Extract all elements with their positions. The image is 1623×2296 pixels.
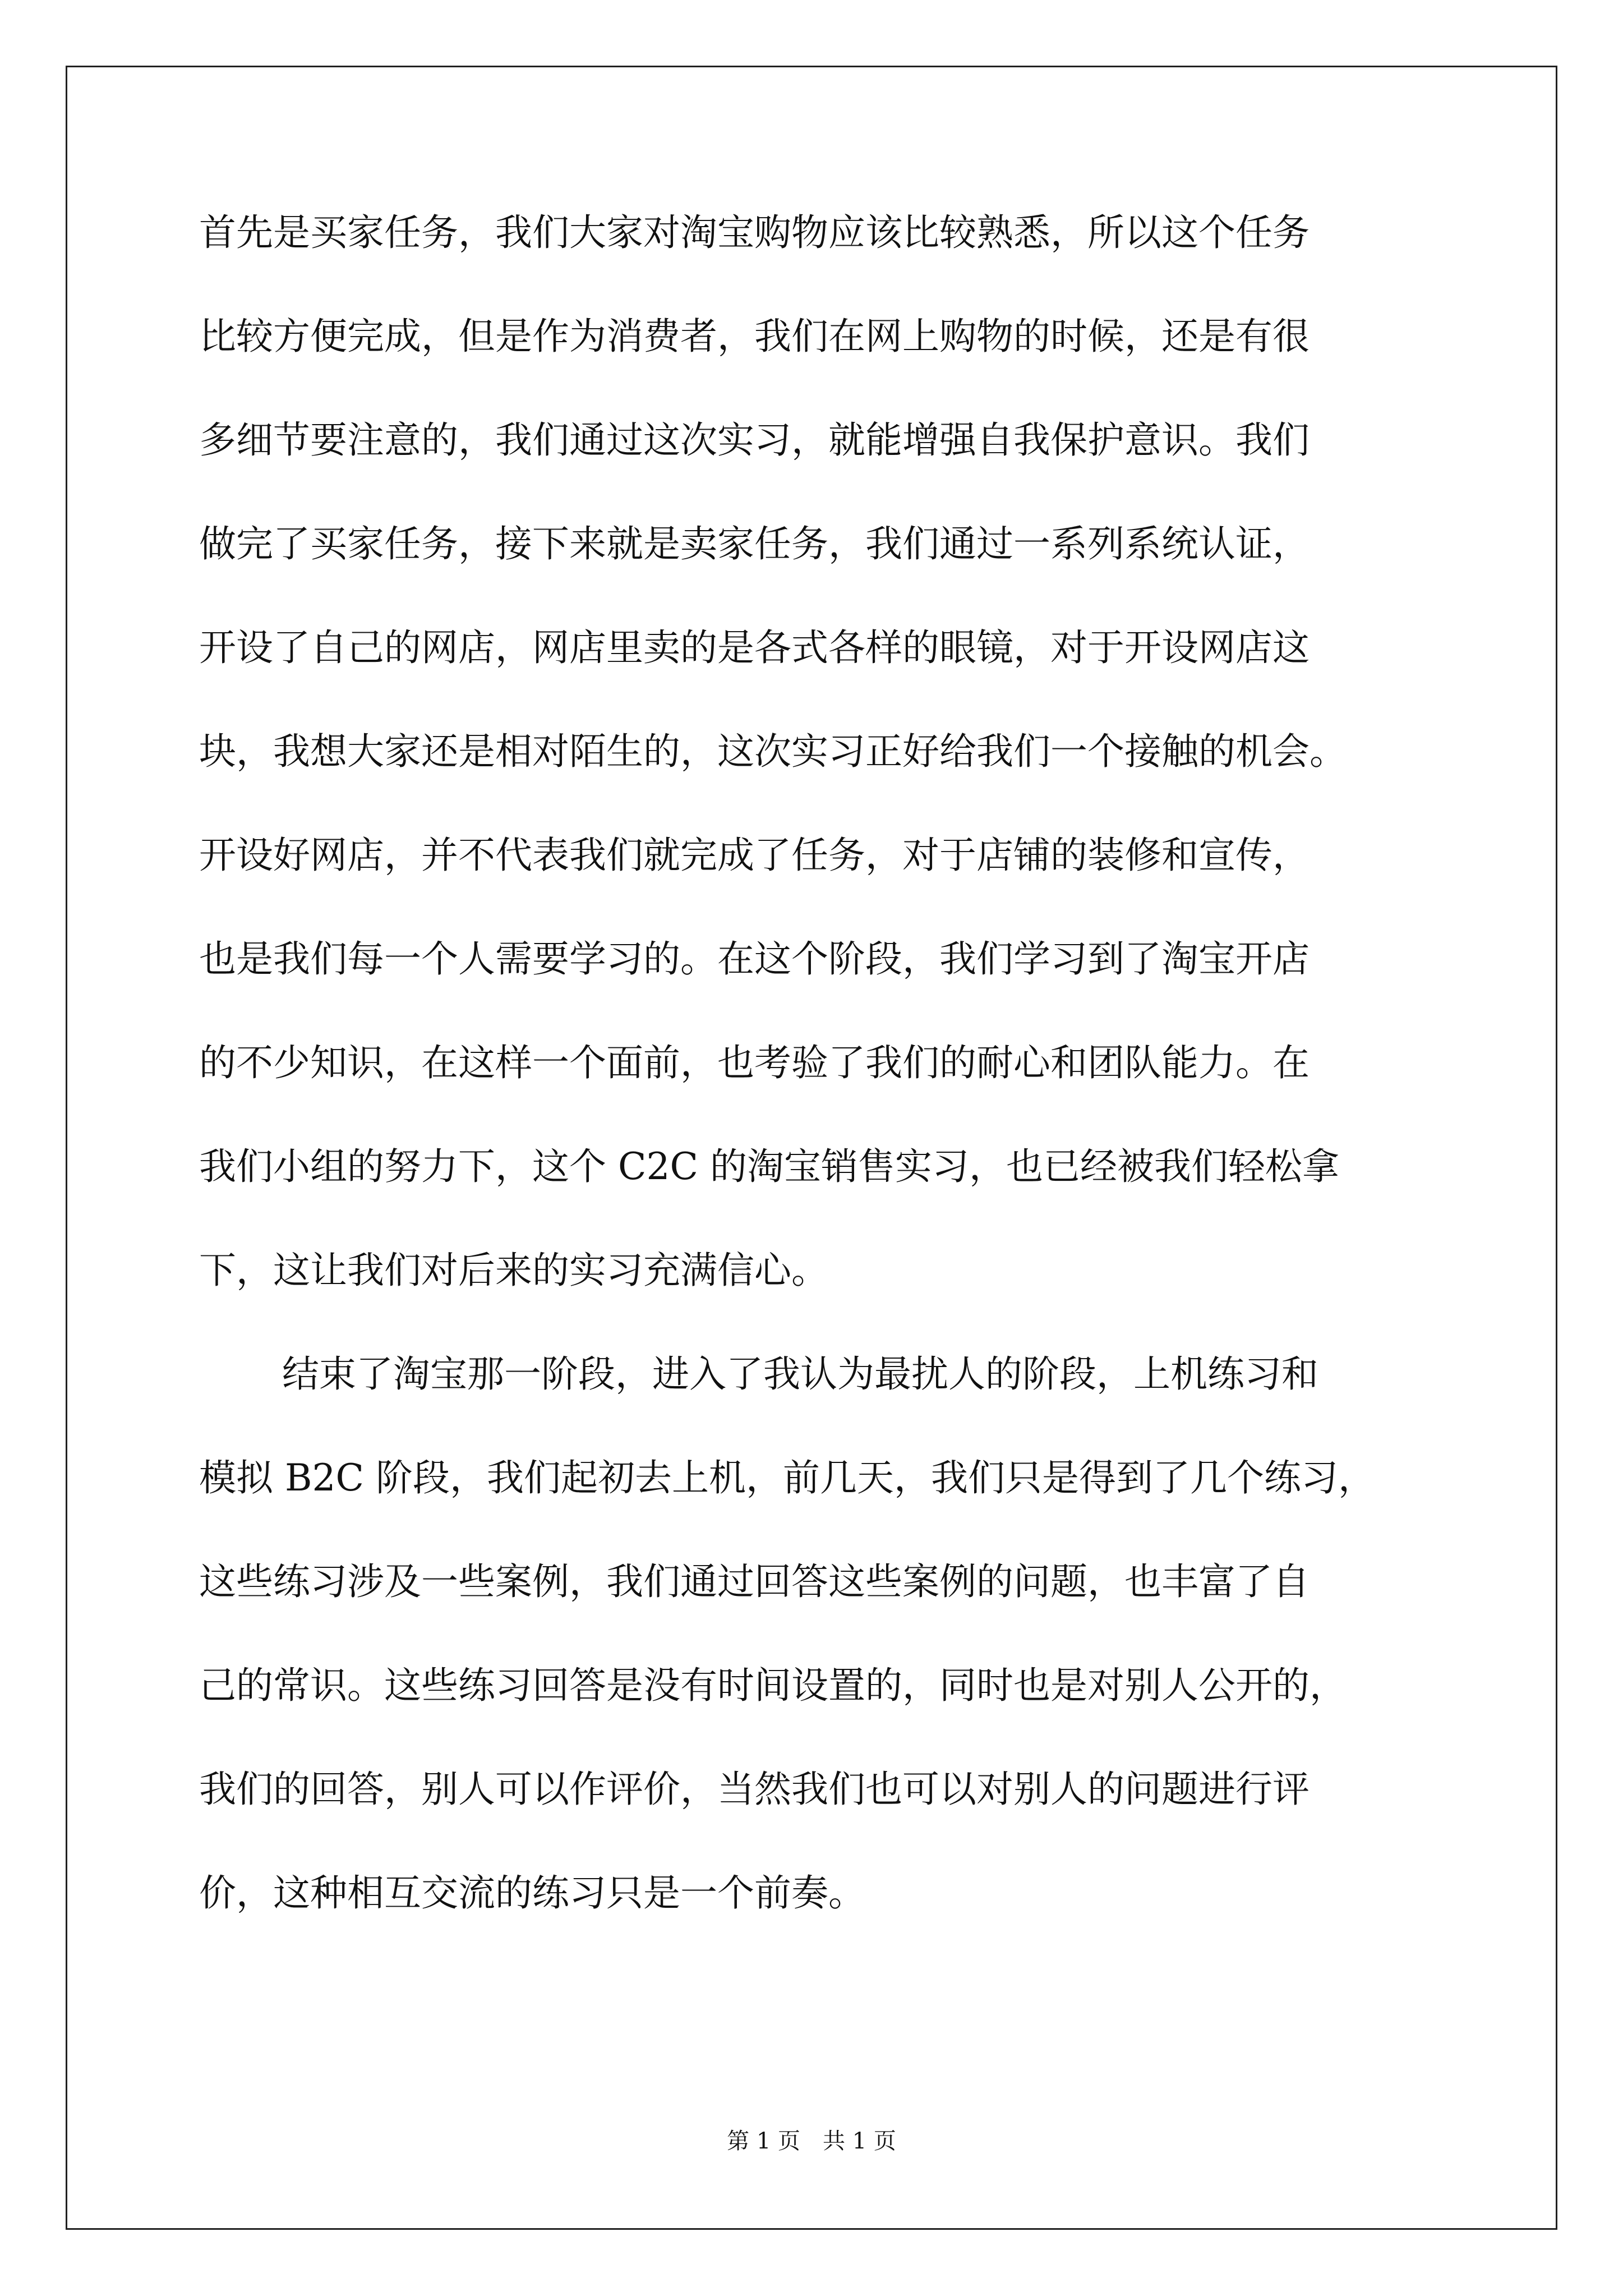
text-line: 多细节要注意的，我们通过这次实习，就能增强自我保护意识。我们 bbox=[199, 418, 1310, 462]
text-line: 比较方便完成，但是作为消费者，我们在网上购物的时候，还是有很 bbox=[199, 315, 1310, 358]
text-line: 这些练习涉及一些案例，我们通过回答这些案例的问题，也丰富了自 bbox=[199, 1560, 1310, 1603]
page-footer bbox=[0, 2123, 1623, 2155]
paragraph-2 bbox=[199, 1352, 1433, 1978]
text-line: 做完了买家任务，接下来就是卖家任务，我们通过一系列系统认证， bbox=[199, 522, 1310, 565]
text-line-indented: 结束了淘宝那一阶段，进入了我认为最扰人的阶段，上机练习和 bbox=[282, 1352, 1318, 1396]
document-body bbox=[199, 211, 1433, 1978]
text-line: 也是我们每一个人需要学习的。在这个阶段，我们学习到了淘宝开店 bbox=[199, 937, 1310, 981]
text-line: 块，我想大家还是相对陌生的，这次实习正好给我们一个接触的机会。 bbox=[199, 730, 1347, 773]
text-line: 开设好网店，并不代表我们就完成了任务，对于店铺的装修和宣传， bbox=[199, 834, 1310, 877]
page-total: 共 1 页 bbox=[823, 2128, 896, 2154]
text-line: 下，这让我们对后来的实习充满信心。 bbox=[199, 1249, 828, 1292]
text-line: 的不少知识，在这样一个面前，也考验了我们的耐心和团队能力。在 bbox=[199, 1041, 1310, 1084]
text-line: 首先是买家任务，我们大家对淘宝购物应该比较熟悉，所以这个任务 bbox=[199, 211, 1310, 254]
paragraph-1 bbox=[199, 211, 1433, 1356]
page-number: 第 1 页 bbox=[727, 2128, 800, 2154]
text-line: 我们的回答，别人可以作评价，当然我们也可以对别人的问题进行评 bbox=[199, 1768, 1310, 1811]
text-line: 我们小组的努力下，这个 C2C 的淘宝销售实习，也已经被我们轻松拿 bbox=[199, 1145, 1339, 1188]
text-line: 模拟 B2C 阶段，我们起初去上机，前几天，我们只是得到了几个练习， bbox=[199, 1456, 1375, 1499]
text-line: 己的常识。这些练习回答是没有时间设置的，同时也是对别人公开的， bbox=[199, 1664, 1347, 1707]
text-line: 价，这种相互交流的练习只是一个前奏。 bbox=[199, 1871, 865, 1915]
text-line: 开设了自己的网店，网店里卖的是各式各样的眼镜，对于开设网店这 bbox=[199, 626, 1310, 669]
